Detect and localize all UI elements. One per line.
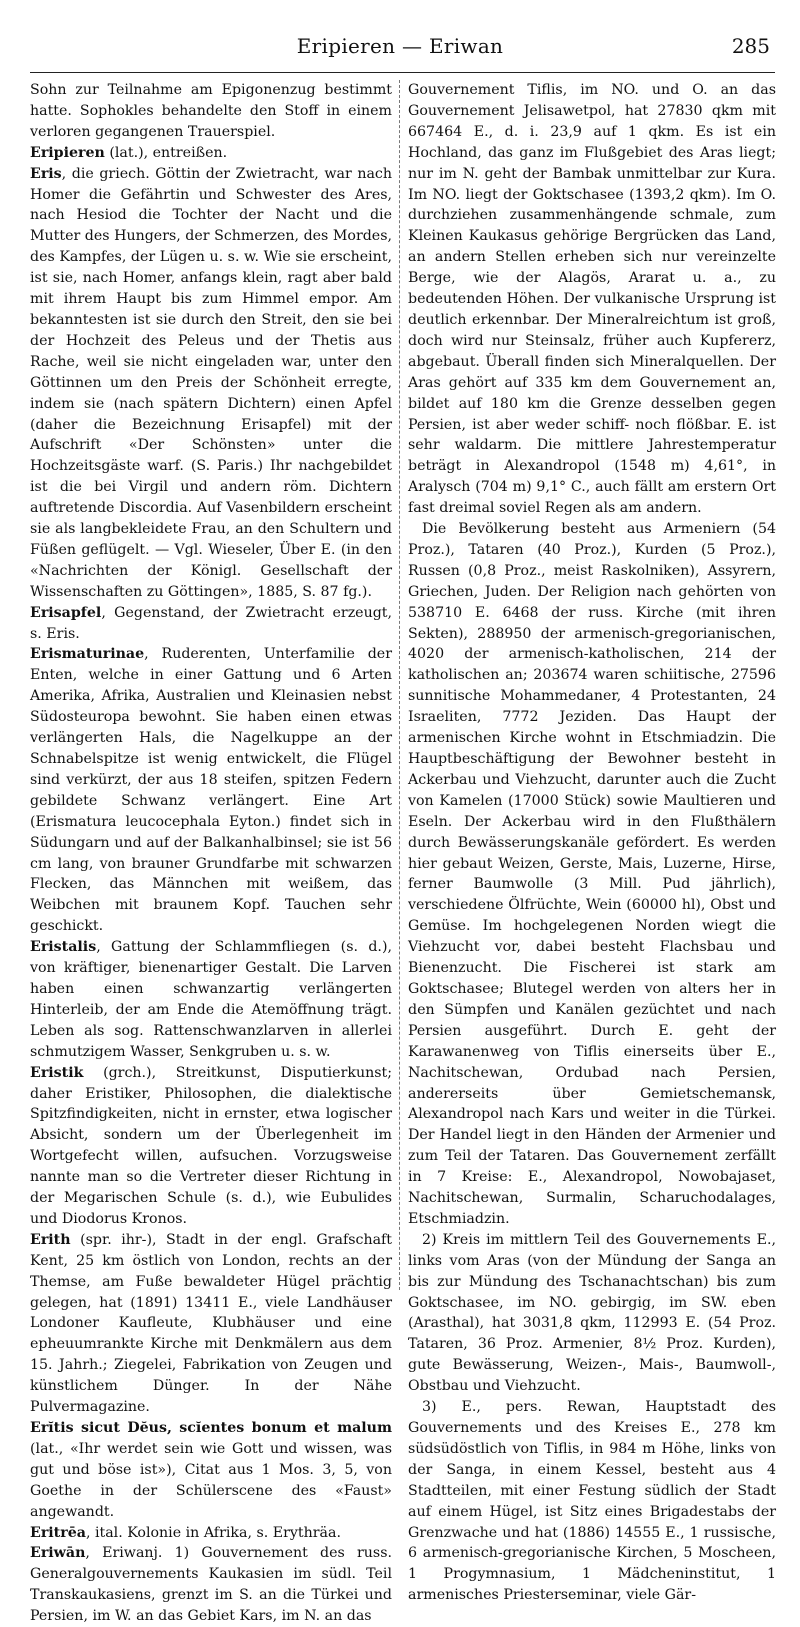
page-header: [0, 26, 800, 66]
entry-headword: Eritrēa: [30, 1524, 86, 1541]
page-number: 285: [731, 34, 770, 58]
entry-text: , Gegenstand, der Zwietracht erzeugt, s. Eris.: [30, 604, 392, 642]
dictionary-entry: [30, 1543, 392, 1627]
column-divider: [399, 80, 400, 1290]
entry-text: (grch.), Streitkunst, Disputierkunst; daher Eristiker, Philosophen, die dialektische Spitzfindigkeiten, nicht in ernster, etwa logischer Absicht, sondern um der Überlegenheit im Wortgefecht willen, aufsuchen. Vorzugsweise nannte man so die Vertreter dieser Richtung in der Megarischen Schule (s. d.), wie Eubulides und Diodorus Kronos.: [30, 1064, 392, 1227]
entry-headword: Erismaturinae: [30, 646, 145, 663]
entry-continuation: Sohn zur Teilnahme am Epigonenzug bestimmt hatte. Sophokles behandelte den Stoff in einem verloren gegangenen Trauerspiel.: [30, 82, 392, 140]
dictionary-entry: [30, 1418, 392, 1523]
entry-headword: Erisapfel: [30, 604, 102, 621]
entry-paragraph: Die Bevölkerung besteht aus Armeniern (54 Proz.), Tataren (40 Proz.), Kurden (5 Proz.), Russen (0,8 Proz., meist Raskolniken), Assyrern, Griechen, Juden. Der Religion nach gehörten von 538710 E. 6468 der russ. Kirche (mit ihren Sekten), 288950 der armenisch-gregorianischen, 4020 der armenisch-katholischen, 214 der katholischen an; 203674 waren schiitische, 27596 sunnitische Mohammedaner, 4 Protestanten, 24 Israeliten, 7772 Jeziden. Das Haupt der armenischen Kirche wohnt in Etschmiadzin. Die Hauptbeschäftigung der Bewohner besteht in Ackerbau und Viehzucht, darunter auch die Zucht von Kamelen (17000 Stück) sowie Maultieren und Eseln. Der Ackerbau wird in den Flußthälern durch Bewässerungskanäle gefördert. Es werden hier gebaut Weizen, Gerste, Mais, Luzerne, Hirse, ferner Baumwolle (3 Mill. Pud jährlich), verschiedene Ölfrüchte, Wein (60000 hl), Obst und Gemüse. Im hochgelegenen Norden wiegt die Viehzucht vor, dabei besteht Flachsbau und Bienenzucht. Die Fischerei ist stark am Goktschasee; Blutegel werden von alters her in den Sümpfen und Kanälen gezüchtet und nach Persien ausgeführt. Durch E. geht der Karawanenweg von Tiflis einerseits über E., Nachitschewan, Ordubad nach Persien, andererseits über Gemietschemansk, Alexandropol nach Kars und weiter in die Türkei. Der Handel liegt in den Händen der Armenier und zum Teil der Tataren. Das Gouvernement zerfällt in 7 Kreise: E., Alexandropol, Nowobajaset, Nachitschewan, Surmalin, Scharuchodalages, Etschmiadzin.: [408, 521, 776, 1227]
entry-text: (lat.), entreißen.: [104, 144, 228, 161]
dictionary-entry: [30, 1523, 392, 1544]
dictionary-entry: [30, 644, 392, 937]
header-rule: [30, 72, 775, 73]
entry-continuation: Gouvernement Tiflis, im NO. und O. an das Gouvernement Jelisawetpol, hat 27830 qkm mit 667464 E., d. i. 23,9 auf 1 qkm. Es ist ein Hochland, das ganz im Flußgebiet des Aras liegt; nur im N. geht der Bambak unmittelbar zur Kura. Im NO. liegt der Goktschasee (1393,2 qkm). Im O. durchziehen zusammenhängende schmale, zum Kleinen Kaukasus gehörige Bergrücken das Land, an andern Stellen erheben sich nur vereinzelte Berge, wie der Alagös, Ararat u. a., zu bedeutenden Höhen. Der vulkanische Ursprung ist deutlich erkennbar. Der Mineralreichtum ist groß, doch wird nur Steinsalz, früher auch Kupfererz, abgebaut. Überall finden sich Mineralquellen. Der Aras gehört auf 335 km dem Gouvernement an, bildet auf 180 km die Grenze desselben gegen Persien, ist aber weder schiff- noch flößbar. E. ist sehr waldarm. Die mittlere Jahrestemperatur beträgt in Alexandropol (1548 m) 4,61°, in Aralysch (704 m) 9,1° C., auch fällt am erstern Ort fast dreimal soviel Regen als am andern.: [408, 82, 776, 517]
dictionary-entry: [30, 164, 392, 603]
entry-headword: Eristalis: [30, 939, 97, 956]
running-head: Eripieren — Eriwan: [296, 34, 504, 58]
entry-headword: Eriwān: [30, 1545, 86, 1562]
right-column: [408, 80, 776, 1604]
dictionary-entry: [30, 143, 392, 164]
entry-headword: Eripieren: [30, 144, 105, 161]
dictionary-entry: [30, 1230, 392, 1418]
entry-text: , Gattung der Schlammfliegen (s. d.), von kräftiger, bienenartiger Gestalt. Die Larven haben einen schwanzartig verlängerten Hinterleib, der am Ende die Atemöffnung trägt. Leben als sog. Rattenschwanzlarven in allerlei schmutzigem Wasser, Senkgruben u. s. w.: [30, 939, 392, 1060]
entry-text: , Ruderenten, Unterfamilie der Enten, welche in einer Gattung und 6 Arten Amerika, Afrika, Australien und Kleinasien nebst Südosteuropa bewohnt. Sie haben einen etwas verlängerten Hals, die Nagelkuppe an der Schnabelspitze ist wenig entwickelt, die Flügel sind verkürzt, der aus 18 steifen, spitzen Federn gebildete Schwanz verlängert. Eine Art (Erismatura leucocephala Eyton.) findet sich in Südungarn und auf der Balkanhalbinsel; sie ist 56 cm lang, von brauner Grundfarbe mit schwarzen Flecken, das Männchen mit weißem, das Weibchen mit braunem Kopf. Tauchen sehr geschickt.: [30, 646, 392, 935]
entry-text: , ital. Kolonie in Afrika, s. Erythräa.: [85, 1524, 341, 1541]
entry-headword: Eristik: [30, 1064, 84, 1081]
entry-paragraph: 3) E., pers. Rewan, Hauptstadt des Gouvernements und des Kreises E., 278 km südsüdöstlich von Tiflis, in 984 m Höhe, links von der Sanga, in einem Kessel, besteht aus 4 Stadtteilen, mit einer Festung südlich der Stadt auf einem Hügel, ist Sitz eines Brigadestabs der Grenzwache und hat (1886) 14555 E., 1 russische, 6 armenisch-gregorianische Kirchen, 5 Moscheen, 1 Progymnasium, 1 Mädcheninstitut, 1 armenisches Priesterseminar, viele Gär-: [408, 1399, 776, 1604]
dictionary-entry: [30, 603, 392, 645]
left-column: [30, 80, 392, 1625]
entry-paragraph: 2) Kreis im mittlern Teil des Gouvernements E., links vom Aras (von der Mündung der Sanga an bis zur Mündung des Tschanachtschan) bis zum Goktschasee, im NO. gebirgig, im SW. eben (Arasthal), hat 3031,8 qkm, 112993 E. (54 Proz. Tataren, 36 Proz. Armenier, 8½ Proz. Kurden), gute Bewässerung, Weizen-, Mais-, Baumwoll-, Obstbau und Viehzucht.: [408, 1231, 776, 1395]
dictionary-entry: [30, 1063, 392, 1230]
entry-text: (lat., «Ihr werdet sein wie Gott und wissen, was gut und böse ist»), Citat aus 1 Mos. 3, 5, von Goethe in der Schülerscene des «Faust» angewandt.: [30, 1440, 392, 1520]
entry-headword: Eris: [30, 165, 62, 182]
entry-headword: Erĭtis sicut Dĕus, scĭentes bonum et malum: [30, 1420, 392, 1436]
entry-headword: Erith: [30, 1231, 71, 1248]
entry-text: (spr. ihr-), Stadt in der engl. Grafschaft Kent, 25 km östlich von London, rechts an der Themse, am Fuße bewaldeter Hügel prächtig gelegen, hat (1891) 13411 E., viele Landhäuser Londoner Kaufleute, Klubhäuser und eine epheuumrankte Kirche mit Denkmälern aus dem 15. Jahrh.; Ziegelei, Fabrikation von Zeugen und künstlichem Dünger. In der Nähe Pulvermagazine.: [30, 1231, 392, 1416]
entry-text: , die griech. Göttin der Zwietracht, war nach Homer die Gefährtin und Schwester des Ares, nach Hesiod die Tochter der Nacht und die Mutter des Hungers, der Schmerzen, des Mordes, des Kampfes, der Lügen u. s. w. Wie sie erscheint, ist sie, nach Homer, anfangs klein, ragt aber bald mit ihrem Haupt bis zum Himmel empor. Am bekanntesten ist sie durch den Streit, den sie bei der Hochzeit des Peleus und der Thetis aus Rache, weil sie nicht eingeladen war, unter den Göttinnen um den Preis der Schönheit erregte, indem sie (nach spätern Dichtern) einen Apfel (daher die Bezeichnung Erisapfel) mit der Aufschrift «Der Schönsten» unter die Hochzeitsgäste warf. (S. Paris.) Ihr nachgebildet ist die bei Virgil und andern röm. Dichtern auftretende Discordia. Auf Vasenbildern erscheint sie als langbekleidete Frau, an den Schultern und Füßen geflügelt. — Vgl. Wieseler, Über E. (in den «Nachrichten der Königl. Gesellschaft der Wissenschaften zu Göttingen», 1885, S. 87 fg.).: [30, 165, 392, 600]
dictionary-entry: [30, 937, 392, 1062]
entry-text: , Eriwanj. 1) Gouvernement des russ. Generalgouvernements Kaukasien im südl. Teil Transkaukasiens, grenzt im S. an die Türkei und Persien, im W. an das Gebiet Kars, im N. an das: [30, 1545, 392, 1625]
